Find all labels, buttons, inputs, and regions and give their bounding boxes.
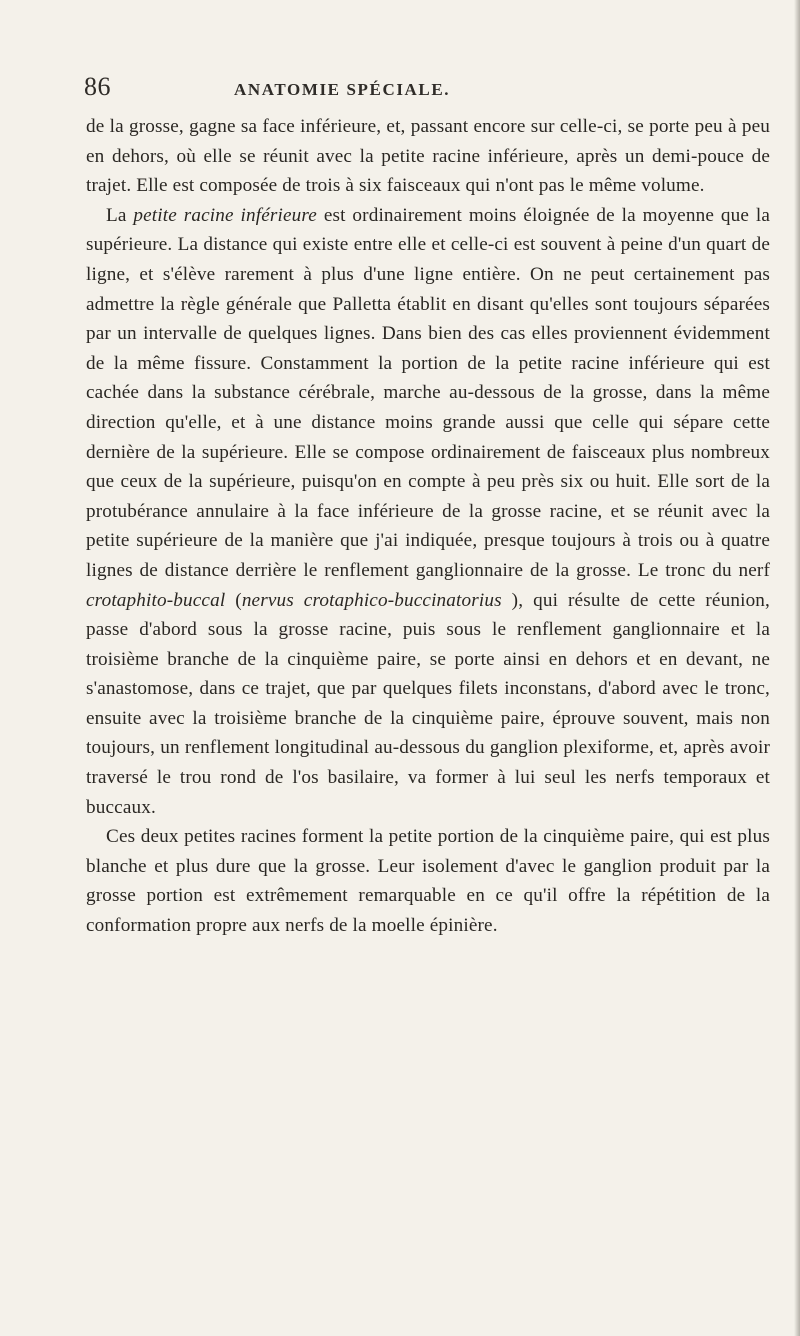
paragraph-2-lead: La — [106, 204, 134, 226]
paragraph-2-body: est ordinairement moins éloignée de la moyenne que la supérieure. La distance qui existe entre elle et celle-ci est souvent à peine d'un quart de ligne, et s'élève rarement à plus d'une ligne entière. On ne peut certainement pas admettre la règle générale que Palletta établit en disant qu'elles sont toujours séparées par un intervalle de quelques lignes. Dans bien des cas elles proviennent évidemment de la même fissure. Constamment la portion de la petite racine inférieure qui est cachée dans la substance cérébrale, marche au-dessous de la grosse, dans la même direction qu'elle, et à une distance moins grande aussi que celle qui sépare cette dernière de la supérieure. Elle se compose ordinairement de faisceaux plus nombreux que ceux de la supérieure, puisqu'on en compte à peu près six ou huit. Elle sort de la protubérance annulaire à la face inférieure de la grosse racine, et se réunit avec la petite supérieure de la manière que j'ai indiquée, presque toujours à trois ou à quatre lignes de distance derrière le renflement ganglionnaire de la grosse. Le tronc du nerf — [86, 204, 770, 581]
body-text — [86, 112, 770, 941]
nerve-latin-name: nervus crotaphico-buccinatorius — [241, 589, 502, 611]
page-edge-shadow — [794, 0, 800, 1336]
page-header — [84, 72, 764, 108]
paragraph-2-emphasis: petite racine inférieure — [133, 204, 317, 226]
paren-open: ( — [225, 589, 242, 611]
page-number: 86 — [84, 72, 111, 101]
running-title: ANATOMIE SPÉCIALE. — [234, 80, 451, 99]
paragraph-2-tail: résulte de cette réunion, passe d'abord sous la grosse racine, puis sous le renflement ganglionnaire et la troisième branche de la cinquième paire, se porte ainsi en dehors et en devant, ne s'anastomose, dans ce trajet, que par quelques filets inconstans, d'abord avec le tronc, ensuite avec la troisième branche de la cinquième paire, éprouve souvent, mais non toujours, un renflement longitudinal au-dessous du ganglion plexiforme, et, après avoir traversé le trou rond de l'os basilaire, va former à lui seul les nerfs temporaux et buccaux. — [86, 589, 771, 818]
paren-close: ), qui — [501, 589, 569, 611]
nerve-french-name: crotaphito-buccal — [86, 589, 226, 611]
paragraph-1: de la grosse, gagne sa face inférieure, et, passant encore sur celle-ci, se porte peu à peu en dehors, où elle se réunit avec la petite racine inférieure, après un demi-pouce de trajet. Elle est composée de trois à six faisceaux qui n'ont pas le même volume. — [86, 116, 770, 197]
paragraph-3: Ces deux petites racines forment la petite portion de la cinquième paire, qui est plus blanche et plus dure que la grosse. Leur isolement d'avec le ganglion produit par la grosse portion est extrêmement remarquable en ce qu'il offre la répétition de la conformation propre aux nerfs de la moelle épinière. — [86, 826, 770, 937]
paragraph-2 — [86, 201, 770, 822]
